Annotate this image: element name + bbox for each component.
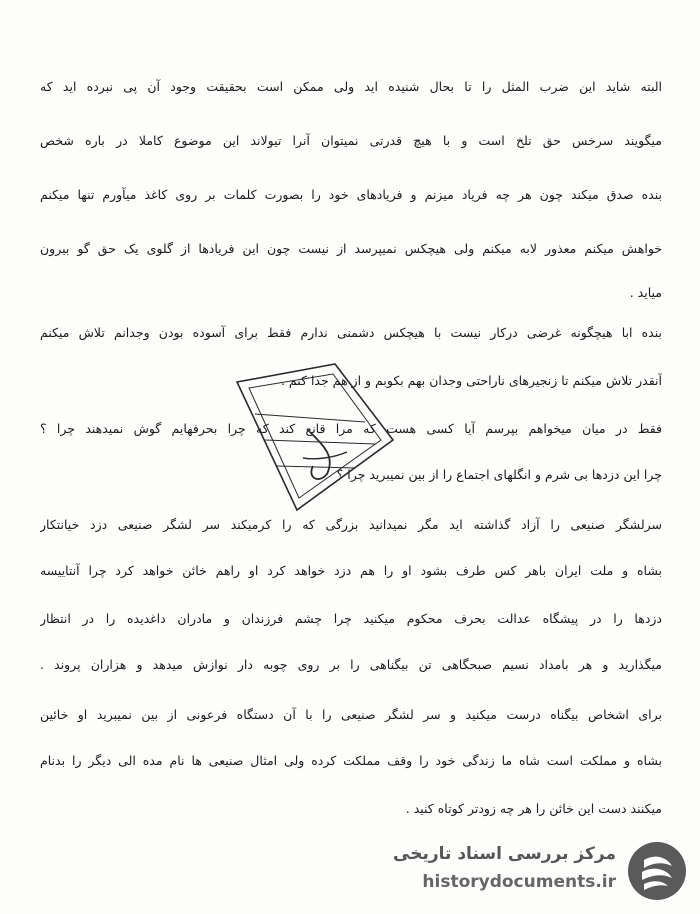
document-line: فقط در میان میخواهم بپرسم آیا کسی هست که مرا قانع کند که چرا بحرفهایم گوش نمیدهند چرا ؟ [40,421,662,436]
archive-watermark [388,836,688,908]
document-line: بشاه و مملکت است شاه ما زندگی خود را وقف مملکت کرده ولی امثال صنیعی ها نام مده الی دیگر را بدنام [40,753,662,768]
archive-url: historydocuments.ir [422,872,616,892]
document-line: میگویند سرخس حق تلخ است و با هیچ قدرتی نمیتوان آنرا تیولاند این موضوع کاملا در باره شخص [40,133,662,148]
document-line: بشاه و ملت ایران باهر کس طرف بشود او را هم دزد خواهد کرد او راهم خائن خواهد کرد چرا آنتاییسه [40,563,662,578]
document-body [40,78,662,854]
document-line: میکنند دست این خائن را هر چه زودتر کوتاه کنید . [405,801,662,816]
document-line: سرلشگر صنیعی را آزاد گذاشته اید مگر نمیدانید بزرگی که را کرمیکند سر لشگر صنیعی دزد خیانتکار [40,517,662,532]
archive-logo-icon [626,840,688,902]
document-line: چرا این دزدها بی شرم و انگلهای اجتماع را از بین نمیبرید چرا ؟ [336,467,662,482]
document-line: آنقدر تلاش میکنم تا زنجیرهای ناراحتی وجدان بهم بکوبم و از هم جدا کنم . [280,373,662,388]
document-line: البته شاید این ضرب المثل را تا بحال شنیده اید ولی ممکن است بحقیقت وجود آن پی نبرده اید که [40,79,662,94]
archive-name: مرکز بررسی اسناد تاریخی [393,844,616,864]
document-line: خواهش میکنم معذور لابه میکنم ولی هیچکس نمیپرسد از نیست چون این فریادها از گلوی یک حق گو بیرون [40,241,662,256]
document-line: برای اشخاص بیگناه درست میکنید و سر لشگر صنیعی را با آن دستگاه فرعونی از بین نمیبرید او خائین [40,707,662,722]
document-line: میگذارید و هر بامداد نسیم صبحگاهی تن بیگناهی را بر روی چوبه دار نوازش میدهد و هزاران پروند . [40,657,662,672]
document-line: بنده صدق میکند چون هر چه فریاد میزنم و فریادهای خود را بصورت کلمات بر روی کاغذ میآورم تنها میکنم [40,187,662,202]
document-line: دزدها را در پیشگاه عدالت بحرف محکوم میکنید چرا چشم فرزندان و مادران داغدیده را در انتظار [40,611,662,626]
document-line: میاید . [629,285,662,300]
document-line: بنده ابا هیچگونه غرضی درکار نیست با هیچکس دشمنی ندارم فقط برای آسوده بودن وجدانم تلاش میکنم [40,325,662,340]
